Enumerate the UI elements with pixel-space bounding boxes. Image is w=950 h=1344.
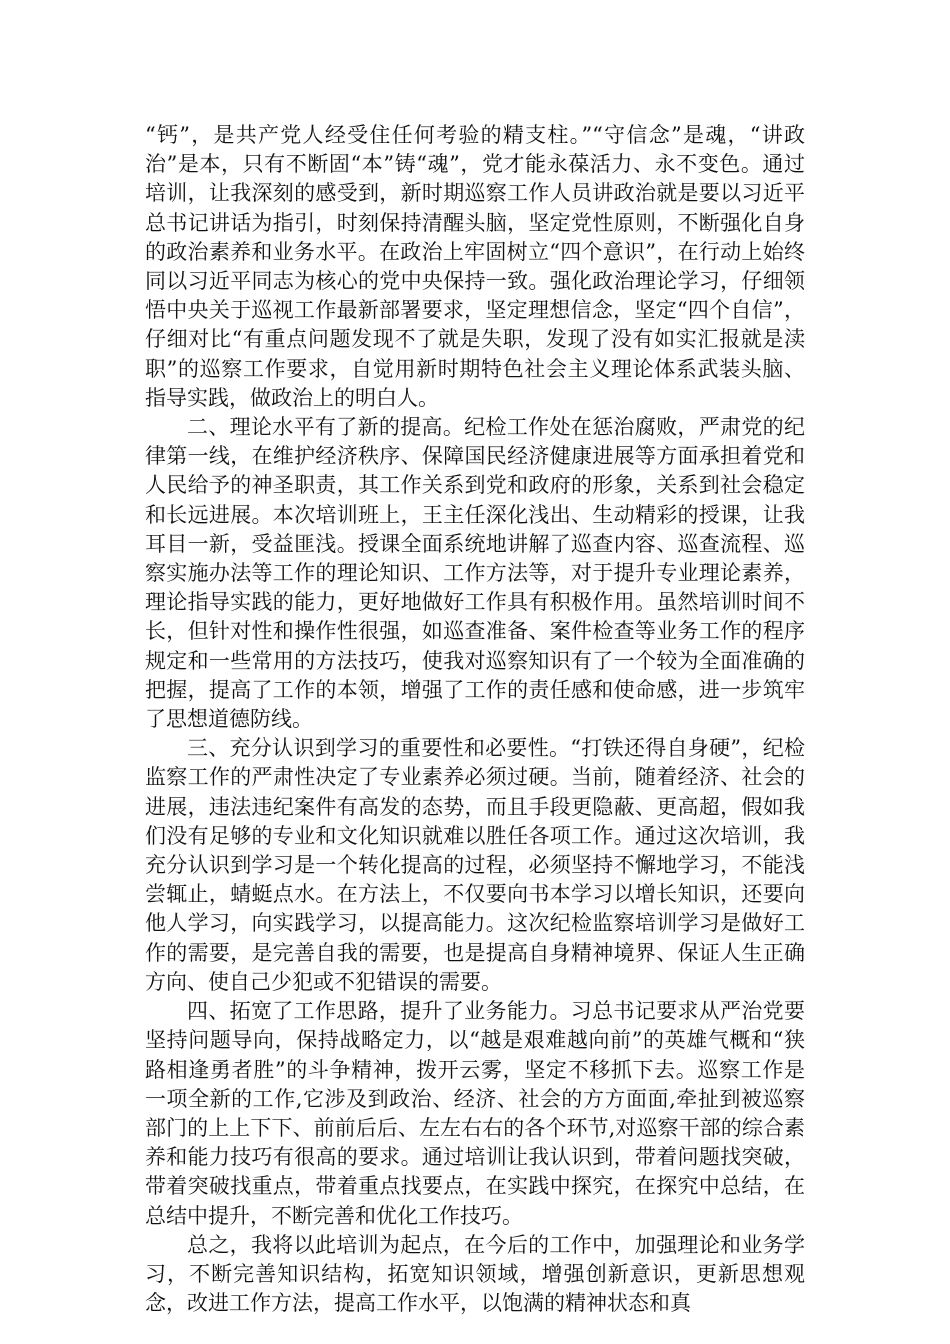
document-body <box>145 121 805 1318</box>
paragraph-3: 三、充分认识到学习的重要性和必要性。“打铁还得自身硬”，纪检监察工作的严肃性决定了专业素养必须过硬。当前，随着经济、社会的进展，违法违纪案件有高发的态势，而且手段更隐蔽、更高超，假如我们没有足够的专业和文化知识就难以胜任各项工作。通过这次培训，我充分认识到学习是一个转化提高的过程，必须坚持不懈地学习，不能浅尝辄止，蜻蜓点水。在方法上，不仅要向书本学习以增长知识，还要向他人学习，向实践学习，以提高能力。这次纪检监察培训学习是做好工作的需要，是完善自我的需要，也是提高自身精神境界、保证人生正确方向、使自己少犯或不犯错误的需要。 <box>145 736 805 994</box>
paragraph-5: 总之，我将以此培训为起点，在今后的工作中，加强理论和业务学习，不断完善知识结构，拓宽知识领域，增强创新意识，更新思想观念，改进工作方法，提高工作水平，以饱满的精神状态和真 <box>145 1232 805 1316</box>
paragraph-2: 二、理论水平有了新的提高。纪检工作处在惩治腐败，严肃党的纪律第一线，在维护经济秩序、保障国民经济健康进展等方面承担着党和人民给予的神圣职责，其工作关系到党和政府的形象，关系到社会稳定和长远进展。本次培训班上，王主任深化浅出、生动精彩的授课，让我耳目一新，受益匪浅。授课全面系统地讲解了巡查内容、巡查流程、巡察实施办法等工作的理论知识、工作方法等，对于提升专业理论素养，理论指导实践的能力，更好地做好工作具有积极作用。虽然培训时间不长，但针对性和操作性很强，如巡查准备、案件检查等业务工作的程序规定和一些常用的方法技巧，使我对巡察知识有了一个较为全面准确的把握，提高了工作的本领，增强了工作的责任感和使命感，进一步筑牢了思想道德防线。 <box>145 415 805 732</box>
paragraph-4: 四、拓宽了工作思路，提升了业务能力。习总书记要求从严治党要坚持问题导向，保持战略定力，以“越是艰难越向前”的英雄气概和“狭路相逢勇者胜”的斗争精神，拨开云雾，坚定不移抓下去。巡察工作是一项全新的工作,它涉及到政治、经济、社会的方方面面,牵扯到被巡察部门的上上下下、前前后后、左左右右的各个环节,对巡察干部的综合素养和能力技巧有很高的要求。通过培训让我认识到，带着问题找突破，带着突破找重点，带着重点找要点，在实践中探究，在探究中总结，在总结中提升，不断完善和优化工作技巧。 <box>145 999 805 1228</box>
paragraph-1: “钙”，是共产党人经受住任何考验的精支柱。”“守信念”是魂，“讲政治”是本，只有不断固“本”铸“魂”，党才能永葆活力、永不变色。通过培训，让我深刻的感受到，新时期巡察工作人员讲政治就是要以习近平总书记讲话为指引，时刻保持清醒头脑，坚定党性原则，不断强化自身的政治素养和业务水平。在政治上牢固树立“四个意识”，在行动上始终同以习近平同志为核心的党中央保持一致。强化政治理论学习，仔细领悟中央关于巡视工作最新部署要求，坚定理想信念，坚定“四个自信”，仔细对比“有重点问题发现不了就是失职，发现了没有如实汇报就是渎职”的巡察工作要求，自觉用新时期特色社会主义理论体系武装头脑、指导实践，做政治上的明白人。 <box>145 123 805 410</box>
